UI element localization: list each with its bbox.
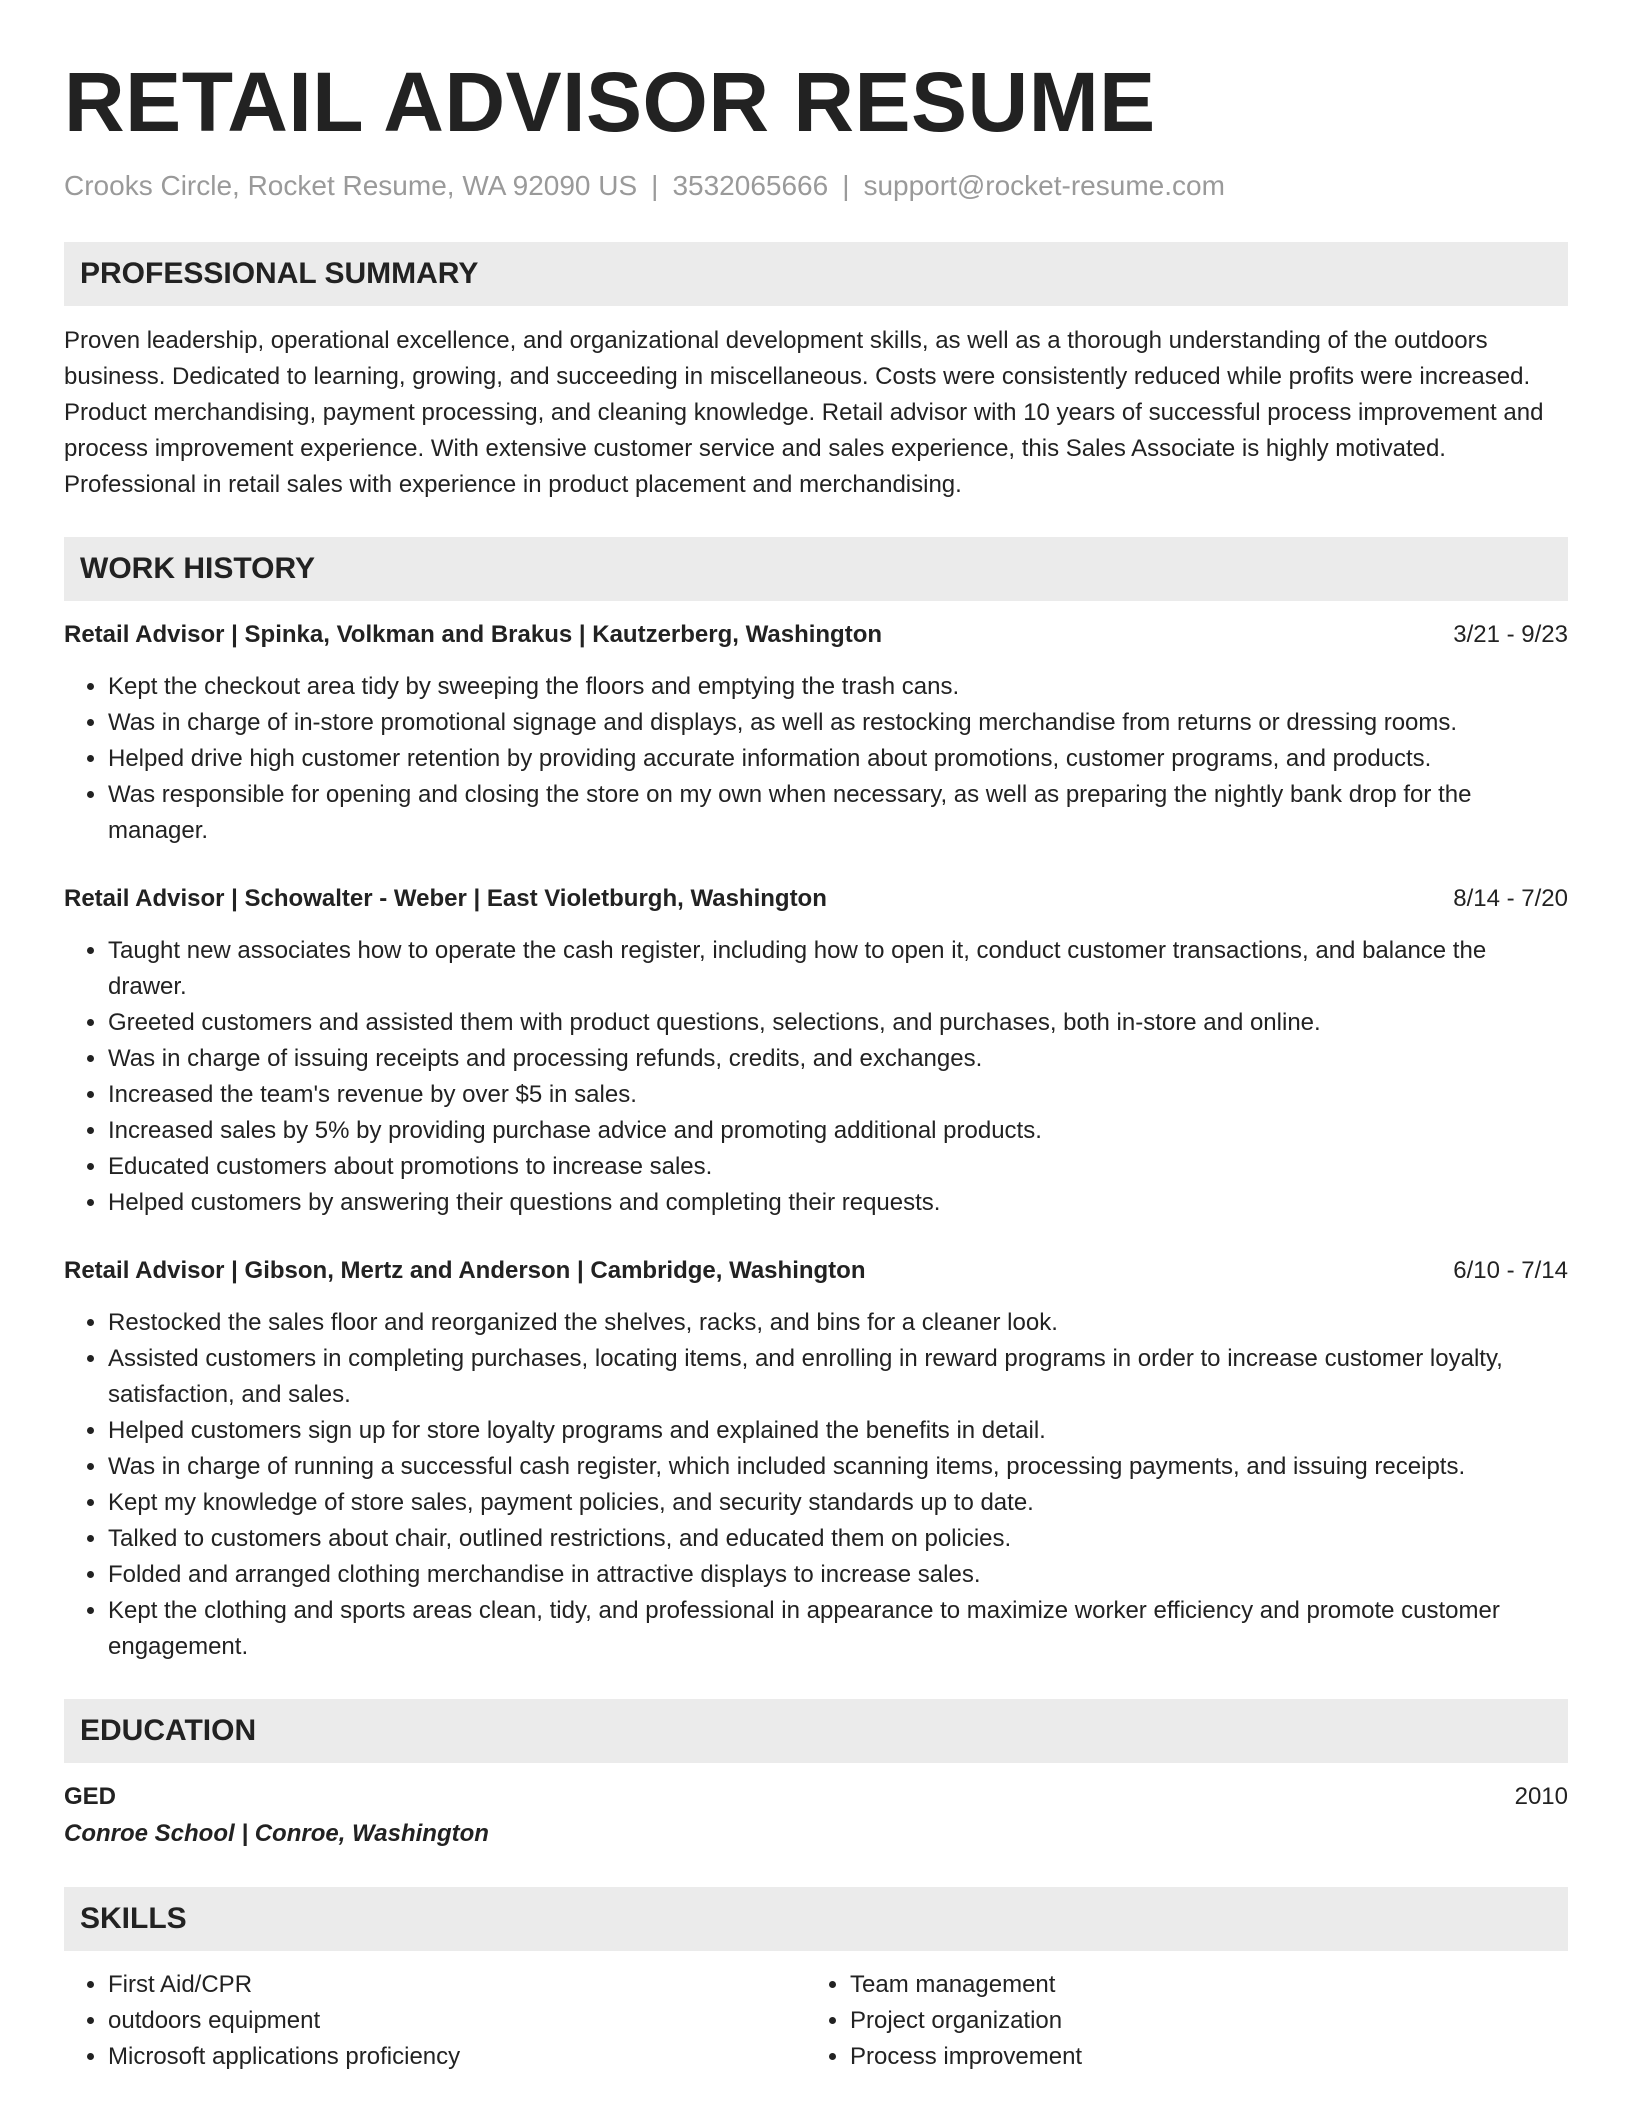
job-dates: 3/21 - 9/23: [1453, 621, 1568, 648]
skills-column-right: [806, 1967, 1548, 2075]
job-bullet-list: [64, 669, 1568, 849]
job-bullet: • Was in charge of running a successful cash register, which included scanning items, processing payments, and issuing receipts.: [108, 1449, 1568, 1485]
skill-item: • Team management: [850, 1967, 1548, 2003]
job-bullet: • Helped customers sign up for store loyalty programs and explained the benefits in detail.: [108, 1413, 1568, 1449]
section-header-summary: PROFESSIONAL SUMMARY: [64, 242, 1568, 306]
education-year: 2010: [1514, 1783, 1568, 1810]
job-bullet: • Helped customers by answering their questions and completing their requests.: [108, 1185, 1568, 1221]
job-entry: [64, 617, 1568, 849]
job-dates: 6/10 - 7/14: [1453, 1257, 1568, 1284]
section-header-work-history: WORK HISTORY: [64, 537, 1568, 601]
summary-text: Proven leadership, operational excellence, and organizational development skills, as well as a thorough understanding of the outdoors business. Dedicated to learning, growing, and succeeding in miscellaneous. Costs were consistently reduced while profits were increased. Product merchandising, payment processing, and cleaning knowledge. Retail advisor with 10 years of successful process improvement and process improvement experience. With extensive customer service and sales experience, this Sales Associate is highly motivated. Professional in retail sales with experience in product placement and merchandising.: [64, 327, 1544, 498]
job-bullet: • Kept my knowledge of store sales, payment policies, and security standards up to date.: [108, 1485, 1568, 1521]
job-bullet-list: [64, 1305, 1568, 1665]
job-title: Retail Advisor | Schowalter - Weber | East Violetburgh, Washington: [64, 885, 827, 912]
job-bullet: • Educated customers about promotions to increase sales.: [108, 1149, 1568, 1185]
resume-title: RETAIL ADVISOR RESUME: [64, 55, 1156, 149]
job-bullet: • Increased sales by 5% by providing purchase advice and promoting additional products.: [108, 1113, 1568, 1149]
job-bullet: • Folded and arranged clothing merchandise in attractive displays to increase sales.: [108, 1557, 1568, 1593]
skill-item: • Microsoft applications proficiency: [108, 2039, 806, 2075]
education-school: Conroe School | Conroe, Washington: [64, 1820, 489, 1847]
skills-grid: [64, 1967, 1568, 2075]
job-bullet-list: [64, 933, 1568, 1221]
job-bullet: • Taught new associates how to operate the cash register, including how to open it, conduct customer transactions, and balance the drawer.: [108, 933, 1568, 1005]
section-header-education: EDUCATION: [64, 1699, 1568, 1763]
job-bullet: • Increased the team's revenue by over $5 in sales.: [108, 1077, 1568, 1113]
contact-separator: |: [651, 170, 659, 201]
contact-email: support@rocket-resume.com: [863, 170, 1225, 201]
job-bullet: • Was in charge of in-store promotional signage and displays, as well as restocking merchandise from returns or dressing rooms.: [108, 705, 1568, 741]
contact-line: [64, 166, 1568, 206]
job-header: [64, 881, 1568, 917]
job-bullet: • Helped drive high customer retention by providing accurate information about promotions, customer programs, and products.: [108, 741, 1568, 777]
job-header: [64, 1253, 1568, 1289]
job-title: Retail Advisor | Gibson, Mertz and Anderson | Cambridge, Washington: [64, 1257, 866, 1284]
job-title: Retail Advisor | Spinka, Volkman and Brakus | Kautzerberg, Washington: [64, 621, 883, 648]
resume-page: [64, 48, 1568, 2075]
job-bullet: • Greeted customers and assisted them with product questions, selections, and purchases, both in-store and online.: [108, 1005, 1568, 1041]
skill-item: • First Aid/CPR: [108, 1967, 806, 2003]
job-bullet: • Kept the checkout area tidy by sweeping the floors and emptying the trash cans.: [108, 669, 1568, 705]
job-entry: [64, 881, 1568, 1221]
job-bullet: • Was in charge of issuing receipts and processing refunds, credits, and exchanges.: [108, 1041, 1568, 1077]
job-header: [64, 617, 1568, 653]
job-bullet: • Kept the clothing and sports areas clean, tidy, and professional in appearance to maximize worker efficiency and promote customer engagement.: [108, 1593, 1568, 1665]
job-bullet: • Restocked the sales floor and reorganized the shelves, racks, and bins for a cleaner look.: [108, 1305, 1568, 1341]
job-bullet: • Was responsible for opening and closing the store on my own when necessary, as well as preparing the nightly bank drop for the manager.: [108, 777, 1568, 849]
job-bullet: • Assisted customers in completing purchases, locating items, and enrolling in reward programs in order to increase customer loyalty, satisfaction, and sales.: [108, 1341, 1568, 1413]
skill-item: • outdoors equipment: [108, 2003, 806, 2039]
job-bullet: • Talked to customers about chair, outlined restrictions, and educated them on policies.: [108, 1521, 1568, 1557]
job-entry: [64, 1253, 1568, 1665]
education-degree: GED: [64, 1783, 117, 1810]
contact-phone: 3532065666: [672, 170, 829, 201]
contact-address: Crooks Circle, Rocket Resume, WA 92090 US: [64, 170, 638, 201]
job-dates: 8/14 - 7/20: [1453, 885, 1568, 912]
section-header-skills: SKILLS: [64, 1887, 1568, 1951]
skill-item: • Process improvement: [850, 2039, 1548, 2075]
skills-column-left: [64, 1967, 806, 2075]
contact-separator: |: [842, 170, 850, 201]
skill-item: • Project organization: [850, 2003, 1548, 2039]
education-entry: [64, 1779, 1568, 1815]
